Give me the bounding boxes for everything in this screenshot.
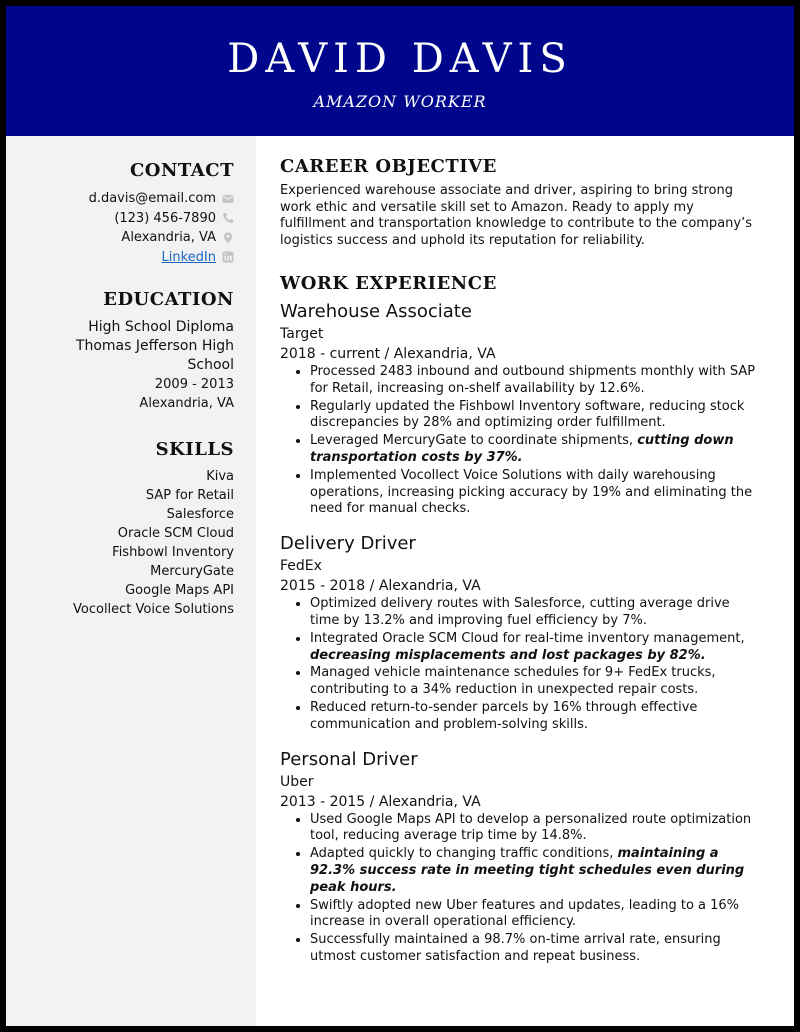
skill-item: Vocollect Voice Solutions — [73, 602, 234, 617]
job-dates: 2013 - 2015 / Alexandria, VA — [280, 793, 481, 810]
resume-page — [6, 6, 794, 1026]
contact-email — [34, 189, 234, 209]
skill-item: SAP for Retail — [145, 488, 234, 503]
bullet-highlight: cutting down transportation costs by 37%. — [310, 433, 734, 465]
education-heading: EDUCATION — [103, 289, 234, 310]
resume-header — [6, 6, 794, 136]
job-bullet — [310, 932, 756, 966]
bullet-text: Managed vehicle maintenance schedules for 9+ FedEx trucks, contributing to a 34% reduction in unexpected repair costs. — [310, 665, 716, 698]
contact-linkedin — [34, 248, 234, 268]
bullet-highlight: decreasing misplacements and lost packages by 82%. — [310, 647, 706, 663]
candidate-role: AMAZON WORKER — [313, 92, 487, 111]
contact-section — [34, 160, 234, 267]
job-title: Delivery Driver — [280, 533, 416, 555]
job-bullet — [310, 399, 756, 433]
education-section — [34, 289, 234, 413]
skill-item: Fishbowl Inventory — [112, 545, 234, 560]
job-bullet — [310, 631, 756, 665]
bullet-text: Swiftly adopted new Uber features and updates, leading to a 16% increase in overall operational efficiency. — [310, 897, 740, 930]
education-school: Thomas Jefferson High School — [75, 338, 234, 373]
job-dates: 2015 - 2018 / Alexandria, VA — [280, 578, 481, 595]
job-bullet — [310, 812, 756, 846]
job-company: Target — [280, 326, 324, 342]
bullet-highlight: maintaining a 92.3% success rate in meeting tight schedules even during peak hours. — [310, 846, 745, 895]
candidate-name: DAVID DAVIS — [227, 36, 573, 82]
contact-location — [34, 228, 234, 248]
skill-item: Oracle SCM Cloud — [117, 526, 234, 541]
bullet-text: Reduced return-to-sender parcels by 16% through effective communication and problem-solving skills. — [310, 699, 698, 732]
education-years: 2009 - 2013 — [154, 377, 234, 392]
job-bullets — [280, 812, 756, 966]
bullet-text: Used Google Maps API to develop a personalized route optimization tool, reducing average trip time by 14.8%. — [310, 811, 752, 844]
bullet-text: Adapted quickly to changing traffic conditions, — [310, 846, 618, 862]
main-content — [280, 156, 756, 967]
contact-heading: CONTACT — [129, 160, 234, 181]
job-bullet — [310, 898, 756, 932]
work-experience-heading: WORK EXPERIENCE — [280, 273, 497, 294]
skills-list — [34, 467, 234, 619]
envelope-icon — [222, 193, 234, 205]
job-bullet — [310, 846, 756, 896]
linkedin-link[interactable]: LinkedIn — [161, 249, 216, 265]
job-company: Uber — [280, 773, 314, 790]
skills-heading: SKILLS — [155, 439, 234, 460]
bullet-text: Integrated Oracle SCM Cloud for real-time inventory management, — [310, 630, 745, 646]
job-bullet — [310, 433, 756, 467]
email-text: d.davis@email.com — [88, 191, 216, 207]
job-bullet — [310, 700, 756, 734]
bullet-text: Implemented Vocollect Voice Solutions with daily warehousing operations, increasing picking accuracy by 19% and eliminating the need for manual checks. — [310, 467, 753, 517]
bullet-text: Regularly updated the Fishbowl Inventory software, reducing stock discrepancies by 28% and optimizing order fulfillment. — [310, 398, 745, 431]
job-bullet — [310, 665, 756, 699]
job-company: FedEx — [280, 558, 322, 575]
job-title: Warehouse Associate — [280, 301, 472, 322]
location-text: Alexandria, VA — [121, 230, 216, 246]
bullet-text: Optimized delivery routes with Salesforce, cutting average drive time by 13.2% and improving fuel efficiency by 7%. — [310, 596, 730, 628]
job-bullets — [280, 596, 756, 733]
bullet-text: Successfully maintained a 98.7% on-time arrival rate, ensuring utmost customer satisfaction and repeat business. — [310, 932, 721, 964]
job-bullet — [310, 596, 756, 630]
job-entry — [280, 532, 756, 733]
sidebar — [6, 136, 256, 1026]
objective-heading: CAREER OBJECTIVE — [280, 156, 497, 177]
job-entry — [280, 300, 756, 518]
job-bullet — [310, 364, 756, 398]
education-location: Alexandria, VA — [139, 396, 234, 411]
phone-text: (123) 456-7890 — [114, 210, 216, 226]
skill-item: Salesforce — [166, 507, 234, 522]
objective-section — [280, 156, 756, 249]
skill-item: MercuryGate — [150, 564, 234, 579]
skill-item: Google Maps API — [125, 583, 234, 598]
job-dates: 2018 - current / Alexandria, VA — [280, 346, 496, 362]
job-bullets — [280, 364, 756, 518]
job-title: Personal Driver — [280, 748, 418, 770]
skill-item: Kiva — [206, 469, 234, 484]
phone-icon — [222, 212, 234, 224]
bullet-text: Processed 2483 inbound and outbound shipments monthly with SAP for Retail, increasing on-shelf availability by 12.6%. — [310, 364, 756, 396]
job-entry — [280, 748, 756, 966]
education-degree: High School Diploma — [88, 319, 234, 335]
linkedin-icon — [222, 251, 234, 263]
work-experience-section — [280, 273, 756, 966]
map-pin-icon — [222, 232, 234, 244]
job-bullet — [310, 468, 756, 518]
objective-text: Experienced warehouse associate and driver, aspiring to bring strong work ethic and versatile skill set to Amazon. Ready to apply my fulfillment and transportation knowledge to contribute to the company’s logistics success and uphold its reputation for reliability. — [280, 183, 752, 248]
skills-section — [34, 439, 234, 619]
bullet-text: Leveraged MercuryGate to coordinate shipments, — [310, 433, 638, 449]
contact-phone — [34, 209, 234, 229]
